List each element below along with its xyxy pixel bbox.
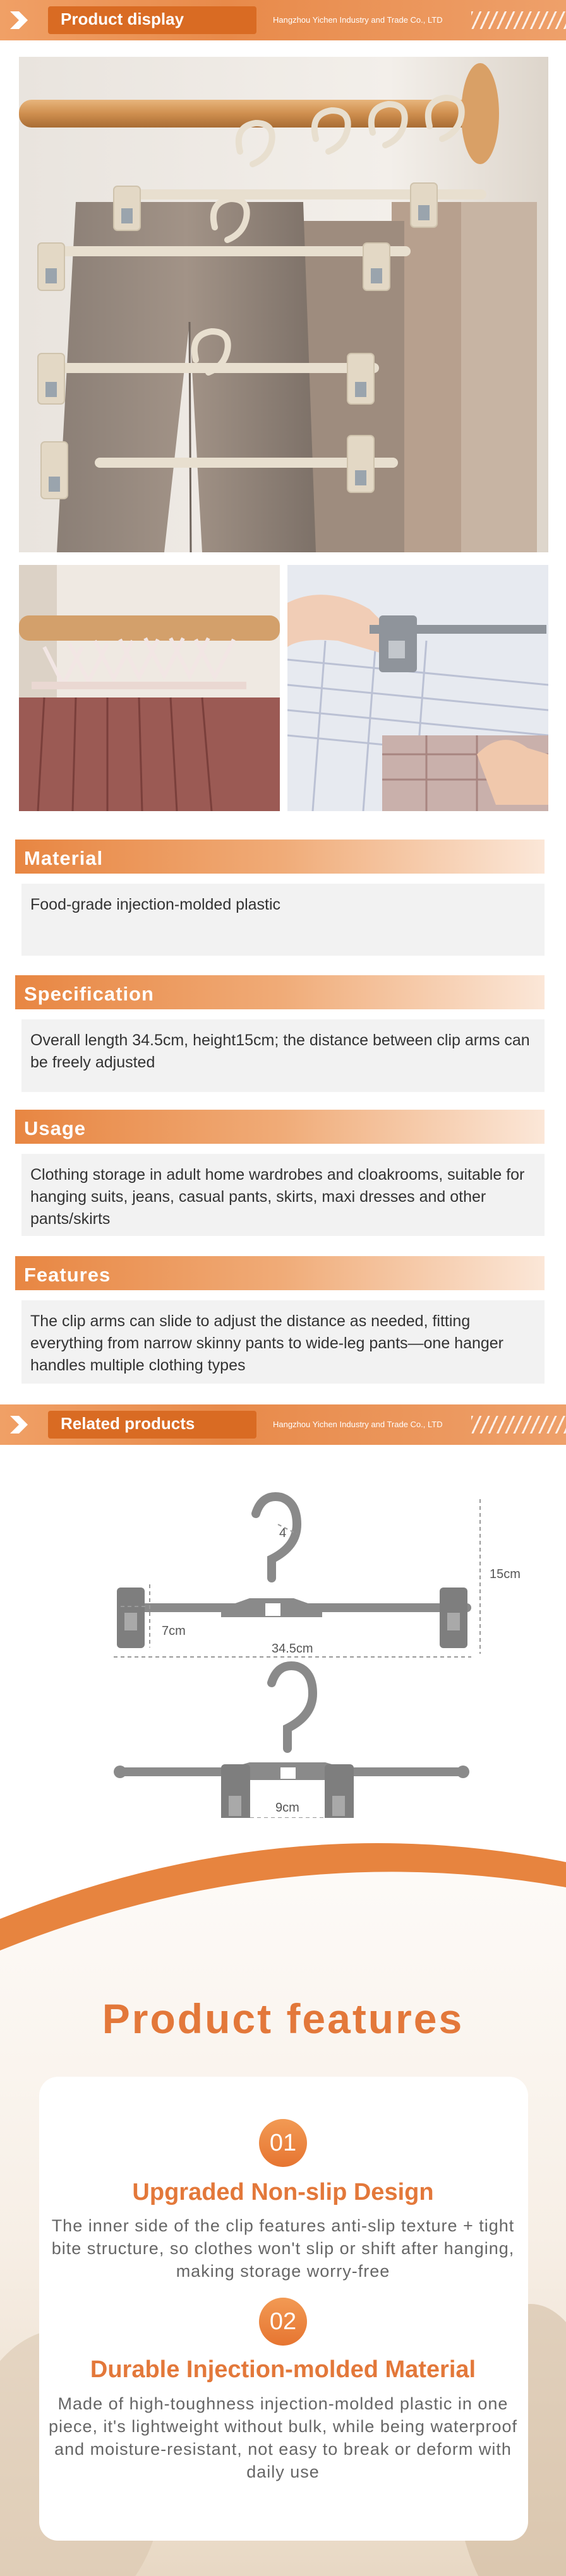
material-heading	[15, 840, 545, 874]
product-display-title: Product display	[61, 9, 184, 28]
features-label: Features	[24, 1264, 111, 1286]
material-label: Material	[24, 847, 104, 869]
features-text: The clip arms can slide to adjust the distance as needed, fitting everything from narrow skinny pants to wide-leg pants—one hanger handles multiple clothing types	[21, 1300, 545, 1384]
specification-text: Overall length 34.5cm, height15cm; the distance between clip arms can be freely adjusted	[21, 1019, 545, 1092]
chevron-right-icon	[6, 9, 32, 32]
feature-title-02: Durable Injection-molded Material	[90, 2356, 476, 2383]
dim-length-label: 34.5cm	[272, 1642, 313, 1656]
dim-clip-label: 7cm	[162, 1624, 186, 1638]
hatch-decoration	[471, 11, 566, 29]
feature-number-01: 01	[259, 2119, 307, 2167]
hatch-decoration	[471, 1416, 566, 1433]
dimension-diagram	[0, 1452, 566, 1818]
specification-heading	[15, 975, 545, 1009]
features-title: Product features	[102, 1995, 464, 2042]
dim-clip-width-label: 9cm	[275, 1801, 299, 1815]
related-products-bar	[0, 1404, 566, 1445]
features-heading	[15, 1256, 545, 1290]
dim-hook-label: 4	[279, 1526, 287, 1540]
main-product-photo	[19, 57, 548, 552]
feature-number-02: 02	[259, 2298, 307, 2346]
specification-label: Specification	[24, 983, 154, 1005]
product-display-bar	[0, 0, 566, 40]
feature-title-01: Upgraded Non-slip Design	[132, 2179, 434, 2205]
usage-label: Usage	[24, 1117, 87, 1139]
related-products-title: Related products	[61, 1414, 195, 1433]
feature-desc-02: Made of high-toughness injection-molded plastic in one piece, it's lightweight without bulk, while being waterproof and moisture-resistant, not easy to break or deform with daily use	[48, 2394, 518, 2481]
clip-detail-photo	[287, 565, 548, 811]
company-name: Hangzhou Yichen Industry and Trade Co., LTD	[273, 1420, 443, 1429]
feature-desc-01: The inner side of the clip features anti-slip texture + tight bite structure, so clothes won't slip or shift after hanging, making storage worry-free	[51, 2216, 515, 2281]
chevron-right-icon	[6, 1413, 32, 1436]
usage-text: Clothing storage in adult home wardrobes and cloakrooms, suitable for hanging suits, jeans, casual pants, skirts, maxi dresses and other pants/skirts	[21, 1154, 545, 1236]
dim-height-label: 15cm	[490, 1567, 521, 1581]
usage-heading	[15, 1110, 545, 1144]
wardrobe-photo	[19, 565, 280, 811]
material-text: Food-grade injection-molded plastic	[21, 884, 545, 956]
company-name: Hangzhou Yichen Industry and Trade Co., LTD	[273, 15, 443, 25]
